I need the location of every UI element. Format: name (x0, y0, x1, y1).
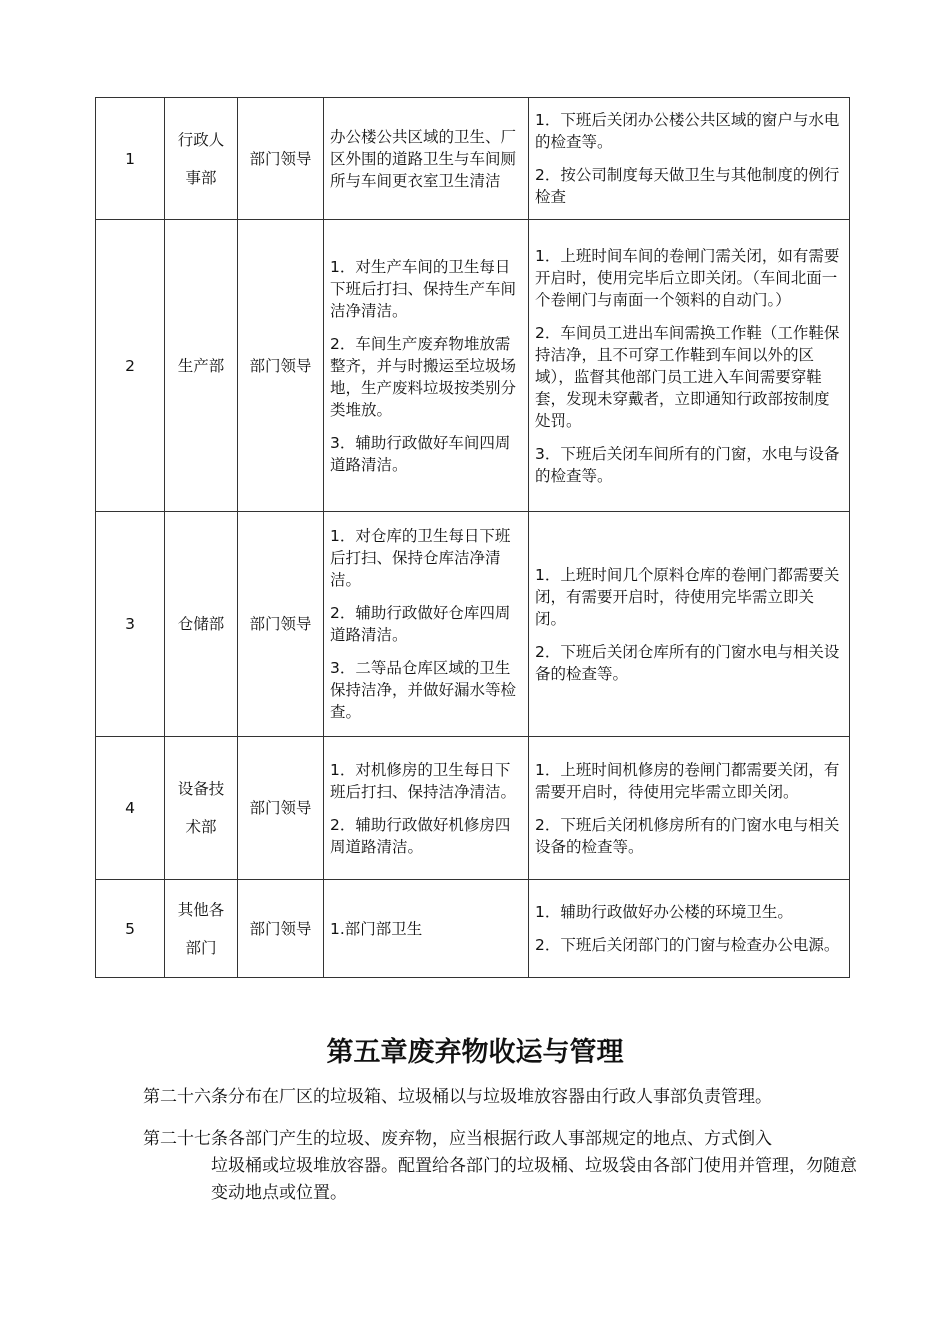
scope-cell (324, 98, 529, 220)
leader-cell: 部门领导 (238, 98, 324, 220)
check-cell (529, 98, 850, 220)
row-number: 3 (96, 512, 165, 737)
article-text: 第二十六条分布在厂区的垃圾箱、垃圾桶以与垃圾堆放容器由行政人事部负责管理。 (143, 1087, 772, 1107)
scope-item: 办公楼公共区域的卫生、厂区外围的道路卫生与车间厕所与车间更衣室卫生清洁 (330, 127, 517, 190)
department-line: 设备技 (177, 780, 225, 798)
department-cell (165, 737, 238, 880)
duty-table (95, 97, 850, 978)
department-cell (165, 220, 238, 512)
scope-cell (324, 880, 529, 978)
scope-item: 2．辅助行政做好机修房四周道路清洁。 (330, 815, 511, 856)
check-item: 1．上班时间车间的卷闸门需关闭，如有需要开启时，使用完毕后立即关闭。（车间北面一个卷闸门与南面一个领料的自动门。） (535, 246, 840, 309)
department-line: 术部 (185, 818, 217, 836)
department-line: 生产部 (177, 356, 225, 375)
check-cell (529, 512, 850, 737)
department-line: 事部 (185, 168, 217, 187)
scope-item: 2．辅助行政做好仓库四周道路清洁。 (330, 604, 511, 644)
scope-item: 1．对生产车间的卫生每日下班后打扫、保持生产车间洁净清洁。 (330, 257, 517, 320)
duty-table-body (96, 98, 850, 978)
leader-cell: 部门领导 (238, 512, 324, 737)
check-item: 1．上班时间机修房的卷闸门都需要关闭，有需要开启时，待使用完毕需立即关闭。 (535, 760, 840, 801)
row-number: 4 (96, 737, 165, 880)
article-continuation: 垃圾桶或垃圾堆放容器。配置给各部门的垃圾桶、垃圾袋由各部门使用并管理，勿随意变动地点或位置。 (211, 1156, 857, 1203)
article-text: 第二十七条各部门产生的垃圾、废弃物，应当根据行政人事部规定的地点、方式倒入 (143, 1129, 772, 1149)
table-row (96, 737, 850, 880)
department-line: 部门 (185, 938, 217, 957)
scope-cell (324, 737, 529, 880)
leader-cell: 部门领导 (238, 220, 324, 512)
check-item: 2．下班后关闭机修房所有的门窗水电与相关设备的检查等。 (535, 815, 840, 856)
department-line: 其他各 (177, 900, 225, 919)
check-item: 1．上班时间几个原料仓库的卷闸门都需要关闭，有需要开启时，待使用完毕需立即关闭。 (535, 565, 840, 628)
check-item: 2．车间员工进出车间需换工作鞋（工作鞋保持洁净，且不可穿工作鞋到车间以外的区域），监督其他部门员工进入车间需要穿鞋套，发现未穿戴者，立即通知行政部按制度处罚。 (535, 323, 840, 430)
scope-item: 1．对仓库的卫生每日下班后打扫、保持仓库洁净清洁。 (330, 527, 511, 589)
table-row (96, 512, 850, 737)
table-row (96, 880, 850, 978)
check-item: 2．下班后关闭部门的门窗与检查办公电源。 (535, 936, 840, 954)
chapter-title: 第五章废弃物收运与管理 (326, 1037, 624, 1068)
check-item: 3．下班后关闭车间所有的门窗，水电与设备的检查等。 (535, 444, 840, 485)
scope-cell (324, 512, 529, 737)
table-row (96, 98, 850, 220)
leader-cell: 部门领导 (238, 880, 324, 978)
scope-item: 3．二等品仓库区域的卫生保持洁净，并做好漏水等检查。 (330, 659, 517, 721)
scope-item: 1.部门部卫生 (330, 919, 423, 938)
scope-cell (324, 220, 529, 512)
department-cell (165, 512, 238, 737)
row-number: 2 (96, 220, 165, 512)
scope-item: 3．辅助行政做好车间四周道路清洁。 (330, 433, 511, 474)
check-item: 2．下班后关闭仓库所有的门窗水电与相关设备的检查等。 (535, 642, 840, 683)
row-number: 5 (96, 880, 165, 978)
department-cell (165, 98, 238, 220)
department-line: 仓储部 (177, 615, 225, 633)
table-row (96, 220, 850, 512)
leader-cell: 部门领导 (238, 737, 324, 880)
check-cell (529, 220, 850, 512)
department-line: 行政人 (177, 130, 225, 149)
check-cell (529, 737, 850, 880)
check-item: 1．辅助行政做好办公楼的环境卫生。 (535, 903, 793, 921)
check-cell (529, 880, 850, 978)
scope-item: 2．车间生产废弃物堆放需整齐，并与时搬运至垃圾场地，生产废料垃圾按类别分类堆放。 (330, 334, 517, 419)
check-item: 1．下班后关闭办公楼公共区域的窗户与水电的检查等。 (535, 111, 840, 151)
article-26 (143, 1084, 863, 1111)
row-number: 1 (96, 98, 165, 220)
check-item: 2．按公司制度每天做卫生与其他制度的例行检查 (535, 166, 840, 206)
scope-item: 1．对机修房的卫生每日下班后打扫、保持洁净清洁。 (330, 760, 517, 801)
article-27 (143, 1126, 863, 1207)
department-cell (165, 880, 238, 978)
